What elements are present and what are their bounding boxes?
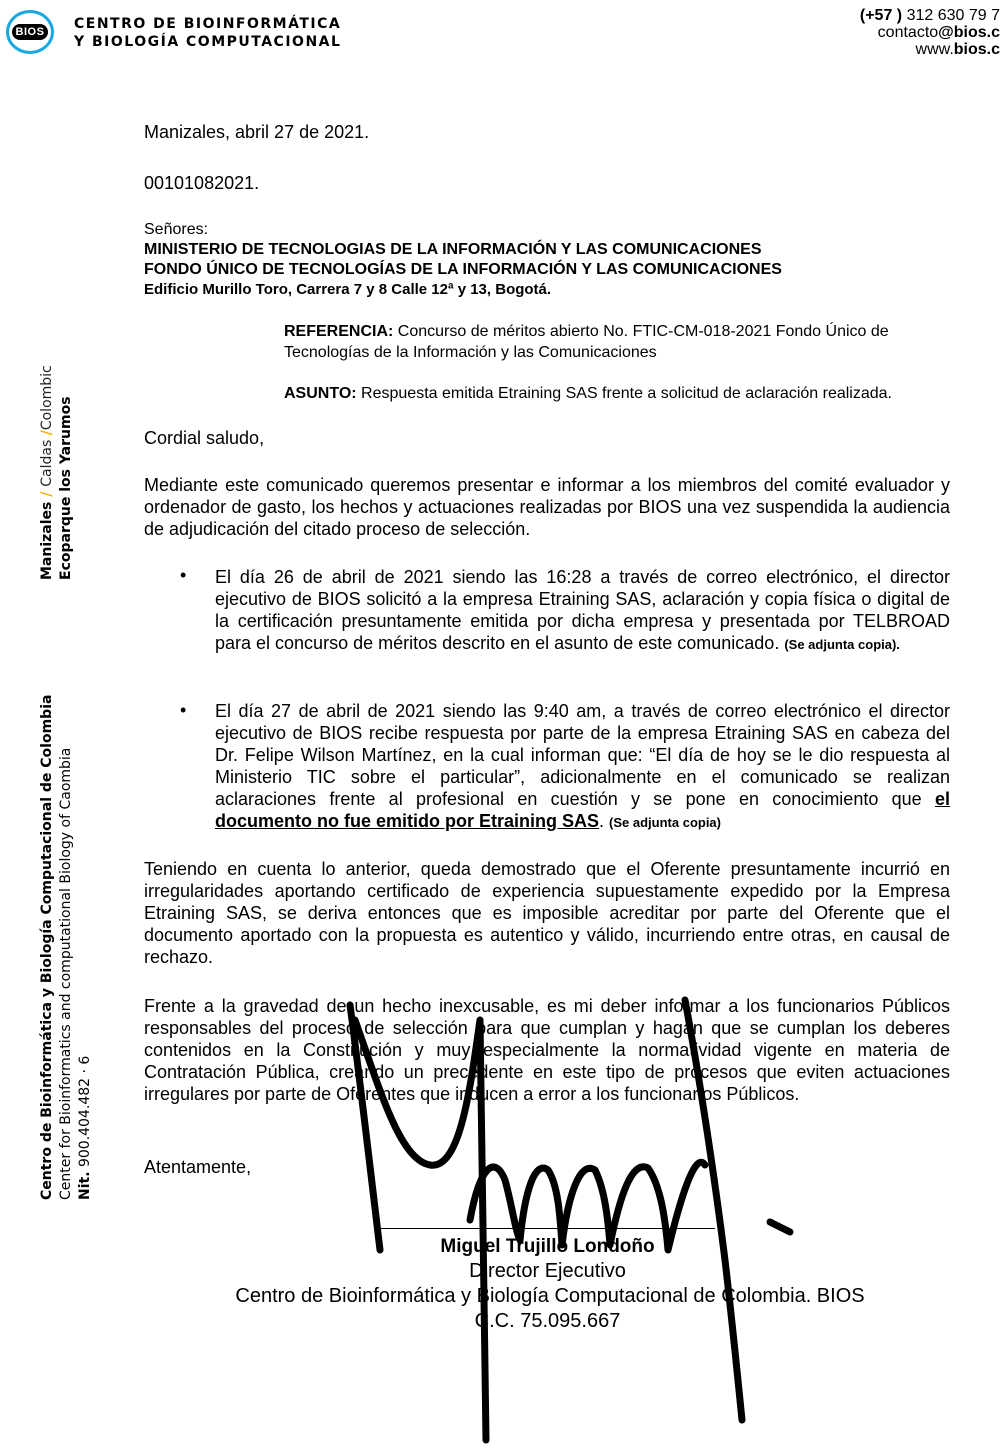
contact-email: contacto@bios.c	[877, 24, 1000, 41]
closing: Atentamente,	[144, 1157, 252, 1177]
signer-id: C.C. 75.095.667	[474, 1310, 621, 1332]
subject-text: Respuesta emitida Etraining SAS frente a solicitud de aclaración realizada.	[356, 385, 892, 402]
bullet-2-underlined: el documento no fue emitido por Etraining SAS	[215, 789, 950, 831]
logo-badge: BIOS	[12, 24, 49, 40]
side-org	[38, 695, 95, 1200]
bullet-1-marker: •	[180, 565, 187, 585]
side-nit: Nit. 900.404.482 · 6	[77, 1055, 93, 1200]
side-location-line: Manizales / Caldas /Colombic	[39, 365, 55, 580]
reference-label: REFERENCIA:	[284, 323, 394, 340]
bios-logo	[6, 10, 54, 54]
org-header-line1: CENTRO DE BIOINFORMÁTICA	[74, 16, 342, 32]
signer-organization: Centro de Bioinformática y Biología Computacional de Colombia. BIOS	[235, 1285, 865, 1307]
side-location	[38, 365, 76, 580]
recipient-block	[144, 220, 950, 300]
recipient-fund: FONDO ÚNICO DE TECNOLOGÍAS DE LA INFORMACIÓN Y LAS COMUNICACIONES	[144, 261, 782, 278]
paragraph-request: Frente a la gravedad de un hecho inexcusable, es mi deber informar a los funcionarios Públicos responsables del proceso de selección para que cumplan y hagan que se cumplan los deberes contenidos en la Constitución y muy especialmente la normatividad vigente en materia de Contratación Pública, creando un precedente en este tipo de procesos que eviten actuaciones irregulares por parte de Oferentes que inducen a error a los funcionarios Públicos.	[144, 996, 950, 1104]
side-park: Ecoparque los Yarumos	[58, 396, 74, 580]
recipient-salutation: Señores:	[144, 221, 209, 238]
recipient-ministry: MINISTERIO DE TECNOLOGIAS DE LA INFORMACIÓN Y LAS COMUNICACIONES	[144, 241, 762, 258]
side-org-name-en: Center for Bioinformatics and computational Biology of Caombia	[58, 747, 74, 1200]
side-org-name-es: Centro de Bioinformática y Biología Computacional de Colombia	[39, 694, 55, 1200]
recipient-address: Edificio Murillo Toro, Carrera 7 y 8 Calle 12ª y 13, Bogotá.	[144, 281, 552, 298]
subject	[284, 383, 950, 404]
bullet-2-note: (Se adjunta copia)	[609, 815, 721, 830]
org-header-line2: Y BIOLOGÍA COMPUTACIONAL	[74, 34, 342, 50]
letter-number: 00101082021.	[144, 173, 260, 193]
reference	[284, 321, 950, 363]
contact-phone: (+57 ) 312 630 79 7	[859, 7, 1000, 24]
bullet-1-text: El día 26 de abril de 2021 siendo las 16:28 a través de correo electrónico, el director ejecutivo de BIOS solicitó a la empresa Etraining SAS, aclaración y copia física o digital de la certificación presuntamente emitida por dicha empresa y presentada por TELBROAD para el concurso de méritos descrito en el asunto de este comunicado.	[215, 567, 950, 653]
letter-date: Manizales, abril 27 de 2021.	[144, 122, 370, 142]
bullet-2-text: El día 27 de abril de 2021 siendo las 9:40 am, a través de correo electrónico el director ejecutivo de BIOS recibe respuesta por parte de la empresa Etraining SAS en cabeza del Dr. Felipe Wilson Martínez, en la cual informan que: “El día de hoy se le dio respuesta al Ministerio TIC sobre el particular”, adicionalmente en el comunicado se realizan aclaraciones frente al profesional en cuestión y se pone en conocimiento que	[215, 701, 950, 809]
bullet-1-note: (Se adjunta copia).	[784, 637, 900, 652]
bullet-2: El día 27 de abril de 2021 siendo las 9:40 am, a través de correo electrónico el director ejecutivo de BIOS recibe respuesta por parte de la empresa Etraining SAS en cabeza del Dr. Felipe Wilson Martínez, en la cual informan que: “El día de hoy se le dio respuesta al Ministerio TIC sobre el particular”, adicionalmente en el comunicado se realizan aclaraciones frente al profesional en cuestión y se pone en conocimiento que el documento no fue emitido por Etraining SAS. (Se adjunta copia)	[215, 701, 950, 831]
subject-label: ASUNTO:	[284, 385, 357, 402]
greeting: Cordial saludo,	[144, 428, 265, 448]
bullet-1	[215, 566, 950, 656]
reference-text: Concurso de méritos abierto No. FTIC-CM-018-2021 Fondo Único de Tecnologías de la Información y las Comunicaciones	[284, 323, 889, 361]
paragraph-conclusion: Teniendo en cuenta lo anterior, queda demostrado que el Oferente presuntamente incurrió en irregularidades aportando certificado de experiencia supuestamente expedido por la Empresa Etraining SAS, se deriva entonces que es imposible acreditar por parte del Oferente que el documento aportado con la propuesta es autentico y válido, incurriendo entre otras, en causal de rechazo.	[144, 859, 950, 967]
contact-web: www.bios.c	[915, 41, 1000, 58]
signature-line	[380, 1228, 715, 1229]
contact-block	[860, 7, 1000, 58]
signer-name: Miguel Trujillo Londoño	[440, 1236, 655, 1257]
bullet-2-marker: •	[180, 700, 187, 720]
org-header-name	[74, 15, 341, 51]
intro-paragraph: Mediante este comunicado queremos presentar e informar a los miembros del comité evaluador y ordenador de gasto, los hechos y actuaciones realizadas por BIOS una vez suspendida la audiencia de adjudicación del citado proceso de selección.	[144, 475, 950, 539]
signer-title: Director Ejecutivo	[469, 1260, 626, 1282]
